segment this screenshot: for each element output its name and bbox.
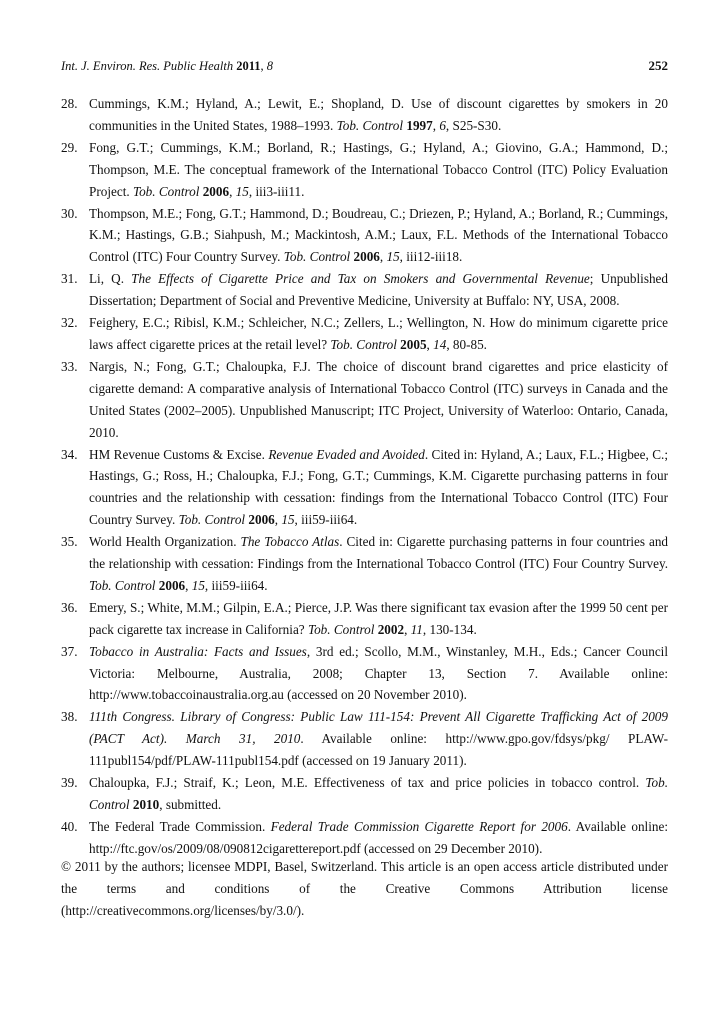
reference-text-segment: ,	[274, 512, 282, 528]
reference-item	[61, 268, 668, 312]
journal-citation: Int. J. Environ. Res. Public Health 2011, 8	[61, 59, 274, 73]
reference-text-segment: , 3rd ed.; Scollo, M.M., Winstanley, M.H., Eds.; Cancer Council Victoria: Melbourne, Australia, 2008; Chapter 13, Section 7. Available online: http://www.tobaccoinaustralia.org.au (accessed on 20 November 2010).	[89, 643, 668, 703]
reference-number: 34.	[61, 446, 78, 462]
reference-text-segment: Tob. Control	[178, 512, 246, 528]
reference-item	[61, 93, 668, 137]
reference-text-segment: Thompson, M.E.; Fong, G.T.; Hammond, D.; Boudreau, C.; Driezen, P.; Hyland, A.; Borland, R.; Cummings, K.M.; Hastings, G.B.; Siahpush, M.; Mackintosh, A.M.; Laux, F.L. Methods of the International Tobacco Control (ITC) Four Country Survey.	[89, 205, 668, 265]
reference-text-segment: , 130-134.	[422, 621, 477, 637]
reference-text-segment: 2006	[353, 249, 380, 265]
reference-text-segment: Tob. Control	[89, 775, 668, 812]
reference-item	[61, 444, 668, 532]
reference-text-segment: Tob. Control	[132, 183, 200, 199]
reference-text-segment: . Cited in: Hyland, A.; Laux, F.L.; Higbee, C.; Hastings, G.; Ross, H.; Chaloupka, F.J.; Fong, G.T.; Cummings, K.M. Cigarette purchasing patterns in four countries and the relationship with cessation: findings from the International Tobacco Control (ITC) Four Country Survey.	[89, 446, 668, 528]
running-header	[61, 55, 668, 77]
reference-text-segment: World Health Organization.	[89, 534, 241, 550]
reference-list	[61, 93, 668, 860]
reference-text-segment: 15	[191, 577, 205, 593]
reference-item	[61, 597, 668, 641]
reference-text-segment: , iii3-iii11.	[248, 183, 305, 199]
journal-volume: 8	[266, 59, 274, 73]
reference-text-segment: 2006	[248, 512, 275, 528]
reference-number: 31.	[61, 271, 78, 287]
page-number: 252	[648, 58, 668, 73]
license-notice: © 2011 by the authors; licensee MDPI, Basel, Switzerland. This article is an open access article distributed under the terms and conditions of the Creative Commons Attribution license (http://creativecommons.org/licenses/by/3.0/).	[61, 859, 668, 918]
reference-text-segment: Federal Trade Commission Cigarette Report for 2006	[270, 818, 568, 834]
reference-number: 33.	[61, 358, 78, 374]
reference-item	[61, 706, 668, 772]
reference-text-segment: 11	[410, 621, 423, 637]
reference-text-segment: 2006	[202, 183, 230, 199]
reference-item	[61, 137, 668, 203]
reference-text-segment: Fong, G.T.; Cummings, K.M.; Borland, R.; Hastings, G.; Hyland, A.; Giovino, G.A.; Hammond, D.; Thompson, M.E. The conceptual framework of the International Tobacco Control (ITC) Policy Evaluation Project.	[89, 139, 668, 199]
reference-text-segment: ,	[229, 183, 236, 199]
reference-text-segment: The Federal Trade Commission.	[89, 818, 271, 834]
reference-text-segment: ,	[379, 249, 387, 265]
reference-text-segment: ; Unpublished Dissertation; Department of Social and Preventive Medicine, University at Buffalo: NY, USA, 2008.	[89, 271, 668, 309]
journal-abbrev: Int. J. Environ. Res. Public Health	[61, 59, 234, 73]
reference-text-segment: . Available online: http://www.gpo.gov/fdsys/pkg/ PLAW-111publ154/pdf/PLAW-111publ154.pdf (accessed on 19 January 2011).	[89, 731, 668, 769]
reference-text-segment: 1997	[406, 117, 433, 133]
reference-text-segment: HM Revenue Customs & Excise.	[89, 446, 269, 462]
reference-text-segment: ,	[432, 117, 440, 133]
reference-text-segment: 2005	[400, 336, 427, 352]
reference-text-segment: Li, Q.	[89, 271, 132, 287]
reference-text-segment: , iii59-iii64.	[294, 512, 358, 528]
reference-text-segment: 14	[433, 336, 447, 352]
reference-text-segment: 6	[439, 117, 446, 133]
reference-item	[61, 312, 668, 356]
reference-number: 39.	[61, 775, 78, 791]
reference-number: 30.	[61, 205, 78, 221]
reference-text-segment: Tob. Control	[336, 117, 404, 133]
reference-number: 36.	[61, 599, 78, 615]
reference-text-segment: Tobacco in Australia: Facts and Issues	[89, 643, 307, 659]
journal-year: 2011	[236, 59, 261, 73]
reference-text-segment: 15	[281, 512, 295, 528]
reference-number: 35.	[61, 534, 78, 550]
reference-text-segment: ,	[185, 577, 192, 593]
reference-text-segment: 2010	[132, 797, 160, 812]
reference-item	[61, 816, 668, 860]
reference-text-segment: ,	[404, 621, 411, 637]
reference-item	[61, 772, 668, 816]
reference-text-segment: . Cited in: Cigarette purchasing patterns in four countries and the relationship with cessation: Findings from the International Tobacco Control (ITC) Four Country Survey.	[89, 534, 669, 572]
reference-text-segment: The Effects of Cigarette Price and Tax on Smokers and Governmental Revenue	[131, 271, 590, 287]
reference-item	[61, 641, 668, 707]
reference-text-segment: . Available online: http://ftc.gov/os/2009/08/090812cigarettereport.pdf (accessed on 29 December 2010).	[89, 818, 668, 856]
reference-text-segment: Tob. Control	[89, 577, 156, 593]
reference-text-segment: The Tobacco Atlas	[240, 534, 340, 550]
reference-text-segment: Tob. Control	[307, 621, 375, 637]
reference-text-segment: 2006	[158, 577, 186, 593]
reference-text-segment: 111th Congress. Library of Congress: Public Law 111-154: Prevent All Cigarette Trafficking Act of 2009 (PACT Act). March 31, 2010	[89, 709, 668, 747]
reference-text-segment: Revenue Evaded and Avoided	[268, 446, 425, 462]
reference-text-segment: Chaloupka, F.J.; Straif, K.; Leon, M.E. Effectiveness of tax and price policies in tobacco control.	[89, 775, 646, 791]
reference-text-segment: , iii12-iii18.	[399, 249, 463, 265]
reference-item	[61, 356, 668, 444]
reference-text-segment: , S25-S30.	[445, 117, 502, 133]
reference-text-segment: Tob. Control	[330, 336, 397, 352]
reference-number: 37.	[61, 643, 78, 659]
reference-text-segment: 15	[386, 249, 400, 265]
reference-number: 29.	[61, 139, 78, 155]
reference-text-segment: 15	[235, 183, 249, 199]
reference-text-segment: , iii59-iii64.	[204, 577, 268, 593]
reference-item	[61, 531, 668, 597]
reference-text-segment: 2002	[377, 621, 405, 637]
reference-number: 32.	[61, 315, 78, 331]
reference-text-segment: Nargis, N.; Fong, G.T.; Chaloupka, F.J. The choice of discount brand cigarettes and price elasticity of cigarette demand: A comparative analysis of International Tobacco Control (ITC) surveys in Canada and the United States (2002–2005). Unpublished Manuscript; ITC Project, University of Waterloo: Ontario, Canada, 2010.	[89, 358, 668, 440]
reference-text-segment: Feighery, E.C.; Ribisl, K.M.; Schleicher, N.C.; Zellers, L.; Wellington, N. How do minimum cigarette price laws affect cigarette prices at the retail level?	[89, 315, 668, 352]
reference-text-segment: ,	[426, 336, 434, 352]
reference-text-segment: Emery, S.; White, M.M.; Gilpin, E.A.; Pierce, J.P. Was there significant tax evasion after the 1999 50 cent per pack cigarette tax increase in California?	[89, 599, 668, 637]
reference-item	[61, 203, 668, 269]
reference-number: 38.	[61, 709, 78, 725]
reference-number: 40.	[61, 818, 78, 834]
reference-text-segment: , submitted.	[159, 797, 222, 812]
reference-text-segment: Tob. Control	[283, 249, 351, 265]
reference-number: 28.	[61, 96, 78, 111]
reference-text-segment: Cummings, K.M.; Hyland, A.; Lewit, E.; Shopland, D. Use of discount cigarettes by smokers in 20 communities in the United States, 1988–1993.	[89, 96, 668, 133]
reference-text-segment: , 80-85.	[446, 336, 487, 352]
